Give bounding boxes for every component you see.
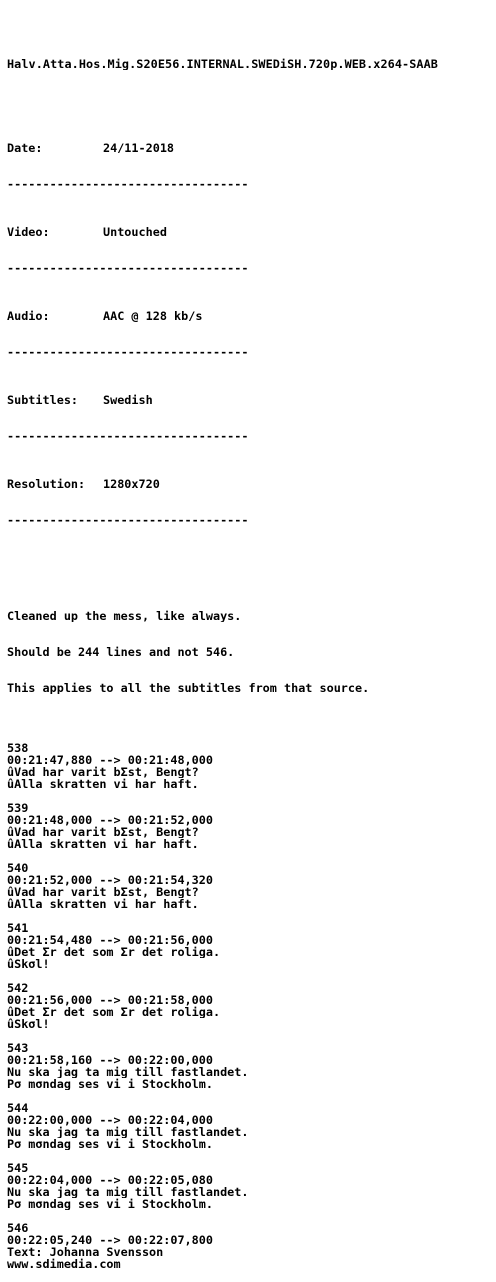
cue-text-line: ûAlla skratten vi har haft. — [7, 838, 199, 850]
subtitle-cue — [7, 1162, 496, 1210]
blank-line — [7, 970, 496, 982]
note-line: This applies to all the subtitles from that source. — [7, 682, 370, 694]
cue-timecode: 00:21:48,000 --> 00:21:52,000 — [7, 814, 213, 826]
blank-line — [7, 1210, 496, 1222]
cue-text-line: Pσ mσndag ses vi i Stockholm. — [7, 1078, 213, 1090]
subtitle-cue — [7, 1102, 496, 1150]
cue-timecode: 00:22:04,000 --> 00:22:05,080 — [7, 1174, 213, 1186]
blank-line — [7, 94, 496, 106]
release-title: Halv.Atta.Hos.Mig.S20E56.INTERNAL.SWEDiSH.720p.WEB.x264-SAAB — [7, 58, 438, 70]
info-value-audio: AAC @ 128 kb/s — [103, 309, 203, 323]
note-line: Cleaned up the mess, like always. — [7, 610, 242, 622]
info-value-date: 24/11-2018 — [103, 141, 175, 155]
cue-text-line: ûVad har varit bΣst, Bengt? — [7, 766, 199, 778]
blank-line — [7, 790, 496, 802]
cue-text-line: Text: Johanna Svensson — [7, 1246, 164, 1258]
subtitle-cue — [7, 1222, 496, 1270]
cue-index: 538 — [7, 742, 29, 754]
cue-index: 540 — [7, 862, 29, 874]
cue-index: 544 — [7, 1102, 29, 1114]
subtitle-cue — [7, 1042, 496, 1090]
info-row-subtitles — [7, 394, 496, 406]
blank-line — [7, 910, 496, 922]
separator-rule: ---------------------------------- — [7, 514, 249, 526]
subtitle-cue — [7, 982, 496, 1030]
cue-text-line: Pσ mσndag ses vi i Stockholm. — [7, 1138, 213, 1150]
note-line: Should be 244 lines and not 546. — [7, 646, 235, 658]
subtitle-cue — [7, 862, 496, 910]
info-label-video: Video: — [7, 225, 50, 239]
cue-timecode: 00:21:52,000 --> 00:21:54,320 — [7, 874, 213, 886]
cue-text-line: Nu ska jag ta mig till fastlandet. — [7, 1186, 249, 1198]
cue-timecode: 00:22:05,240 --> 00:22:07,800 — [7, 1234, 213, 1246]
info-value-video: Untouched — [103, 225, 167, 239]
info-row-date — [7, 142, 496, 154]
info-label-date: Date: — [7, 141, 43, 155]
subtitle-cue — [7, 742, 496, 790]
cue-timecode: 00:22:00,000 --> 00:22:04,000 — [7, 1114, 213, 1126]
info-label-resolution: Resolution: — [7, 477, 86, 491]
blank-line — [7, 1090, 496, 1102]
cue-text-line: Nu ska jag ta mig till fastlandet. — [7, 1126, 249, 1138]
subtitle-cue-list — [7, 730, 496, 1270]
cue-timecode: 00:21:54,480 --> 00:21:56,000 — [7, 934, 213, 946]
cue-index: 543 — [7, 1042, 29, 1054]
info-row-resolution — [7, 478, 496, 490]
blank-line — [7, 730, 496, 742]
cue-text-line: Pσ mσndag ses vi i Stockholm. — [7, 1198, 213, 1210]
cue-text-line: ûAlla skratten vi har haft. — [7, 778, 199, 790]
cue-timecode: 00:21:58,160 --> 00:22:00,000 — [7, 1054, 213, 1066]
separator-rule: ---------------------------------- — [7, 346, 249, 358]
cue-text-line: ûVad har varit bΣst, Bengt? — [7, 886, 199, 898]
blank-line — [7, 1150, 496, 1162]
subtitle-cue — [7, 922, 496, 970]
blank-line — [7, 1030, 496, 1042]
cue-index: 545 — [7, 1162, 29, 1174]
blank-line — [7, 850, 496, 862]
nfo-document — [7, 34, 496, 1282]
cue-text-line: ûDet Σr det som Σr det roliga. — [7, 946, 221, 958]
cue-timecode: 00:21:56,000 --> 00:21:58,000 — [7, 994, 213, 1006]
info-value-subtitles: Swedish — [103, 393, 153, 407]
cue-text-line: ûSkσl! — [7, 958, 50, 970]
blank-line — [7, 562, 496, 574]
info-value-resolution: 1280x720 — [103, 477, 160, 491]
cue-text-line: ûDet Σr det som Σr det roliga. — [7, 1006, 221, 1018]
separator-rule: ---------------------------------- — [7, 178, 249, 190]
cue-text-line: ûVad har varit bΣst, Bengt? — [7, 826, 199, 838]
cue-index: 541 — [7, 922, 29, 934]
info-label-subtitles: Subtitles: — [7, 393, 79, 407]
info-row-video — [7, 226, 496, 238]
info-label-audio: Audio: — [7, 309, 50, 323]
separator-rule: ---------------------------------- — [7, 262, 249, 274]
cue-index: 542 — [7, 982, 29, 994]
cue-timecode: 00:21:47,880 --> 00:21:48,000 — [7, 754, 213, 766]
cue-index: 539 — [7, 802, 29, 814]
cue-text-line: ûAlla skratten vi har haft. — [7, 898, 199, 910]
info-row-audio — [7, 310, 496, 322]
cue-text-line: Nu ska jag ta mig till fastlandet. — [7, 1066, 249, 1078]
separator-rule: ---------------------------------- — [7, 430, 249, 442]
subtitle-cue — [7, 802, 496, 850]
cue-index: 546 — [7, 1222, 29, 1234]
cue-text-line: ûSkσl! — [7, 1018, 50, 1030]
cue-text-line: www.sdimedia.com — [7, 1258, 121, 1270]
